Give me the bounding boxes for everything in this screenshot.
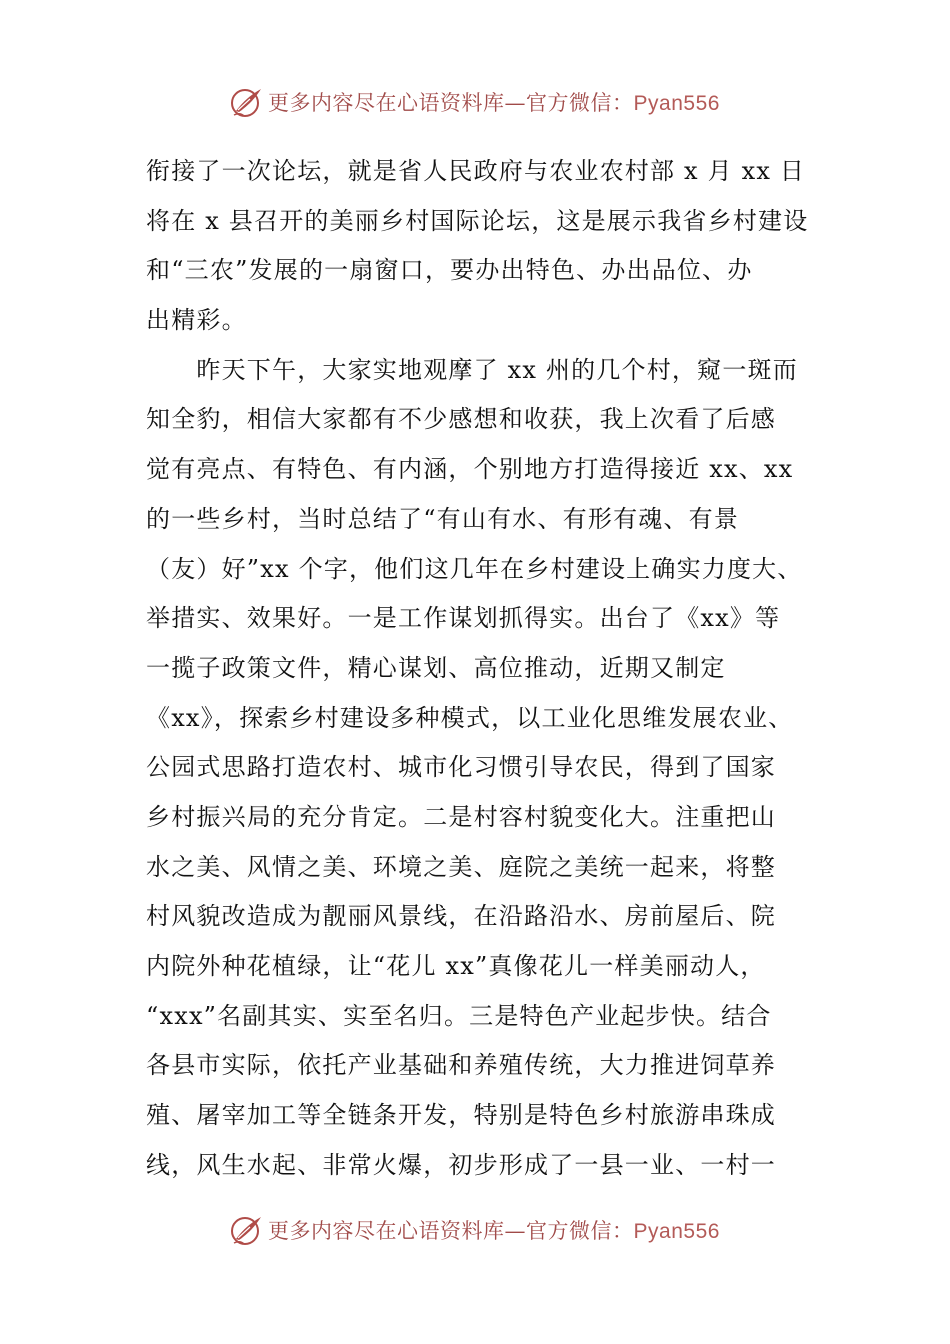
text-line: （友）好”xx 个字，他们这几年在乡村建设上确实力度大、	[146, 554, 803, 583]
text-line: 将在 x 县召开的美丽乡村国际论坛，这是展示我省乡村建设	[146, 206, 809, 235]
quill-logo-icon	[230, 85, 264, 119]
paragraph	[146, 346, 808, 1191]
header-banner	[0, 82, 950, 122]
text-line: “xxx”名副其实、实至名归。三是特色产业起步快。结合	[146, 1001, 772, 1030]
text-line: 《xx》，探索乡村建设多种模式，以工业化思维发展农业、	[146, 703, 794, 732]
text-line: 知全豹，相信大家都有不少感想和收获，我上次看了后感	[146, 405, 776, 434]
text-line: 殖、屠宰加工等全链条开发，特别是特色乡村旅游串珠成	[146, 1101, 776, 1130]
text-line: 出精彩。	[146, 306, 247, 335]
footer-banner-text: 更多内容尽在心语资料库—官方微信：Pyan556	[268, 1219, 720, 1243]
wechat-id: Pyan556	[633, 92, 720, 115]
text-line: 公园式思路打造农村、城市化习惯引导农民，得到了国家	[146, 753, 776, 782]
text-line: 举措实、效果好。一是工作谋划抓得实。出台了《xx》等	[146, 604, 781, 633]
text-line: 各县市实际，依托产业基础和养殖传统，大力推进饲草养	[146, 1051, 776, 1080]
document-body	[146, 147, 808, 1190]
text-line: 的一些乡村，当时总结了“有山有水、有形有魂、有景	[146, 504, 740, 533]
text-line: 线，风生水起、非常火爆，初步形成了一县一业、一村一	[146, 1150, 776, 1179]
text-line: 昨天下午，大家实地观摩了 xx 州的几个村，窥一斑而	[146, 355, 798, 384]
footer-banner	[0, 1210, 950, 1250]
wechat-id: Pyan556	[633, 1220, 720, 1243]
header-banner-text: 更多内容尽在心语资料库—官方微信：Pyan556	[268, 91, 720, 115]
text-line: 内院外种花植绿，让“花儿 xx”真像花儿一样美丽动人，	[146, 952, 766, 980]
text-line: 一揽子政策文件，精心谋划、高位推动，近期又制定	[146, 653, 726, 682]
paragraph	[146, 147, 808, 346]
text-line: 水之美、风情之美、环境之美、庭院之美统一起来，将整	[146, 852, 776, 881]
text-line: 乡村振兴局的充分肯定。二是村容村貌变化大。注重把山	[146, 802, 776, 831]
text-line: 和“三农”发展的一扇窗口，要办出特色、办出品位、办	[146, 256, 753, 285]
text-line: 衔接了一次论坛，就是省人民政府与农业农村部 x 月 xx 日	[146, 157, 806, 185]
quill-logo-icon	[230, 1213, 264, 1247]
text-line: 觉有亮点、有特色、有内涵，个别地方打造得接近 xx、xx	[146, 455, 794, 484]
text-line: 村风貌改造成为靓丽风景线，在沿路沿水、房前屋后、院	[146, 902, 776, 931]
